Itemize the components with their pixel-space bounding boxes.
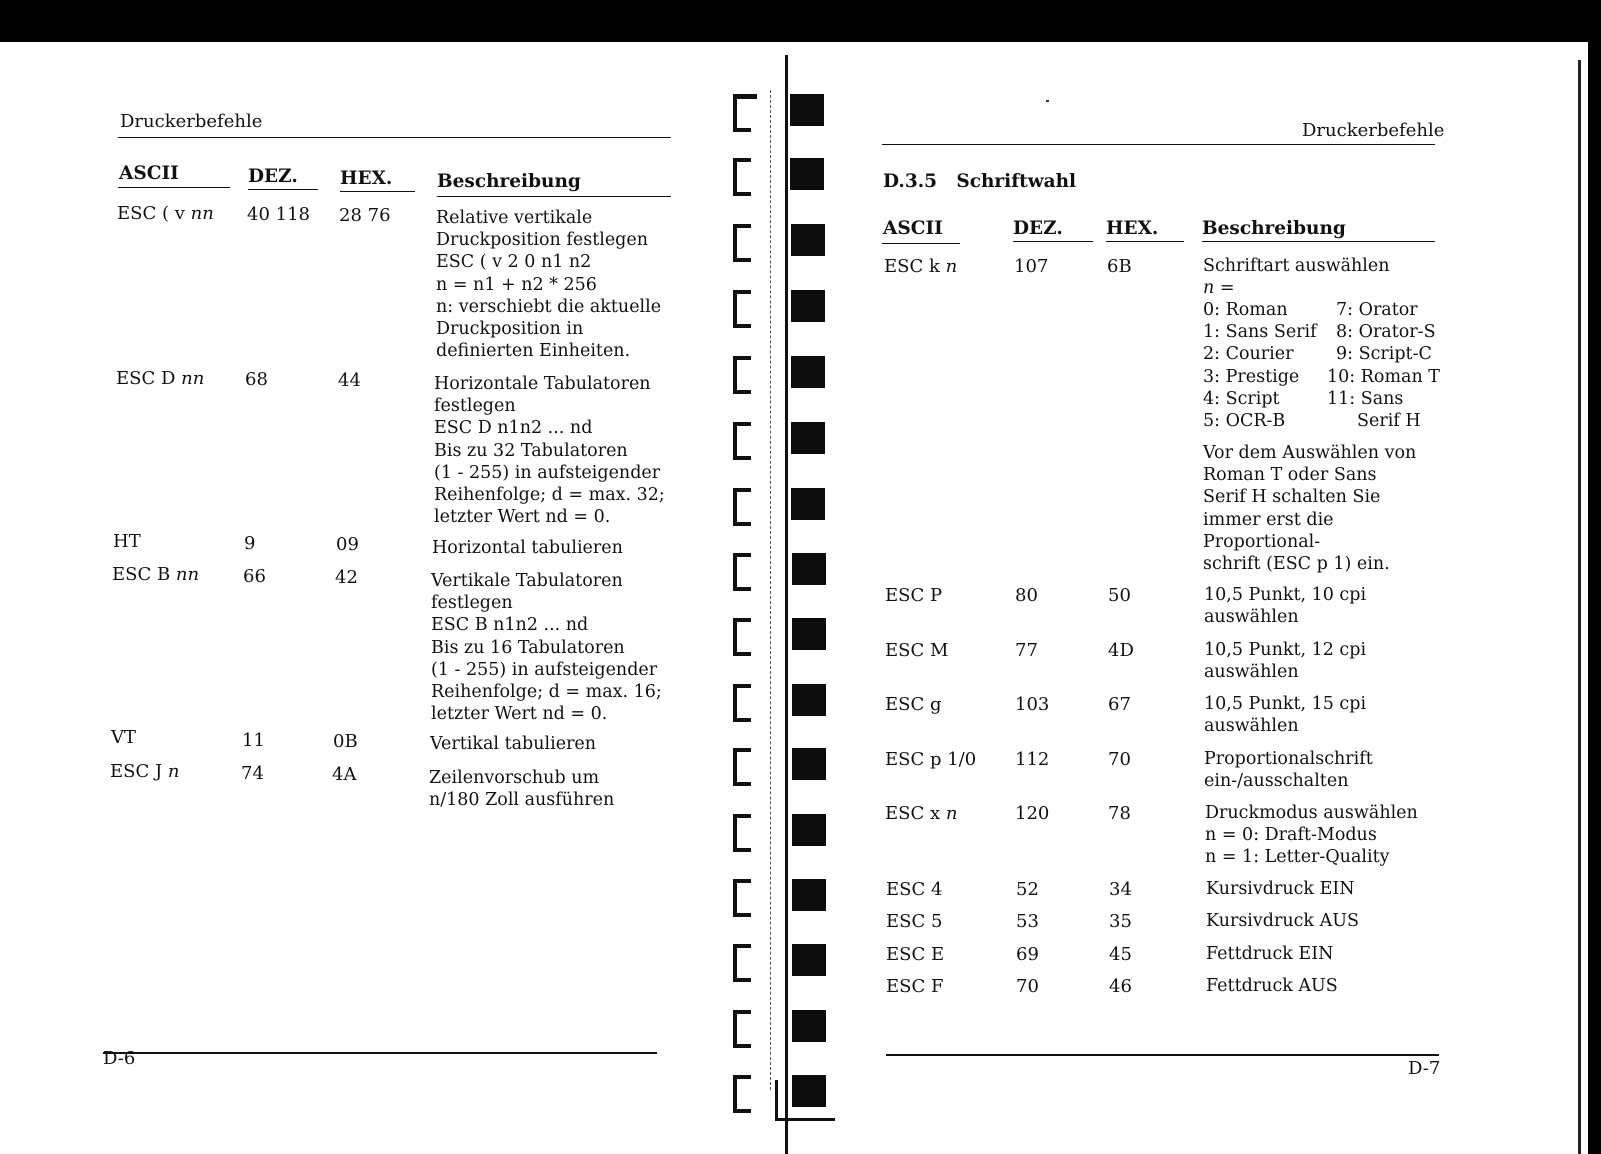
binding-bottom-hook	[775, 1118, 835, 1121]
left-footer-rule	[103, 1052, 657, 1054]
scan-right-border	[1588, 42, 1601, 1154]
binding-loop	[733, 422, 751, 460]
desc-cell: Proportionalschrift ein-/ausschalten	[1204, 749, 1373, 792]
left-col-dez: DEZ.	[248, 166, 298, 187]
hex-cell: 46	[1109, 976, 1132, 997]
dez-cell: 52	[1016, 879, 1039, 900]
binding-loop	[733, 1075, 751, 1113]
dez-cell: 103	[1015, 694, 1050, 715]
ascii-cell: HT	[113, 531, 141, 552]
right-col-dez-rule	[1013, 241, 1093, 242]
hex-cell: 45	[1109, 944, 1132, 965]
left-col-desc-rule	[437, 196, 671, 197]
dez-cell: 80	[1015, 585, 1038, 606]
list-item: 3: Prestige	[1203, 366, 1300, 387]
ascii-cell: ESC x n	[885, 803, 958, 824]
left-col-ascii-rule	[118, 187, 230, 188]
hex-cell: 0B	[333, 731, 358, 752]
binding-clip	[792, 618, 826, 650]
ascii-cell: ESC P	[885, 585, 943, 606]
ascii-cell: ESC ( v nn	[117, 203, 214, 224]
binding-clip	[792, 684, 826, 716]
hex-cell: 78	[1108, 803, 1131, 824]
binding-loop	[733, 814, 751, 852]
desc-cell: Horizontale Tabulatoren festlegen ESC D n1n2 ... nd Bis zu 32 Tabulatoren (1 - 255) in aufsteigender Reihenfolge; d = max. 32; letzter Wert nd = 0.	[434, 374, 665, 528]
right-col-beschreibung: Beschreibung	[1202, 218, 1346, 239]
right-footer-rule	[886, 1054, 1439, 1056]
ascii-cell: ESC k n	[884, 256, 958, 277]
desc-cell: Schriftart auswählen n =	[1203, 256, 1390, 299]
dez-cell: 107	[1014, 256, 1049, 277]
list-item: 7: Orator	[1336, 300, 1418, 320]
spine-dash-line	[770, 90, 771, 1090]
dez-cell: 70	[1016, 976, 1039, 997]
left-col-beschreibung: Beschreibung	[437, 171, 581, 192]
binding-clip	[790, 94, 824, 126]
binding-clip	[792, 814, 826, 846]
desc-cell: Vertikale Tabulatoren festlegen ESC B n1n2 ... nd Bis zu 16 Tabulatoren (1 - 255) in aufsteigender Reihenfolge; d = max. 16; letzter Wert nd = 0.	[431, 571, 662, 725]
dez-cell: 74	[241, 763, 264, 784]
hex-cell: 70	[1108, 749, 1131, 770]
dez-cell: 9	[244, 533, 256, 554]
binding-loop	[733, 158, 751, 196]
binding-loop	[733, 356, 751, 394]
scan-top-border	[0, 0, 1601, 42]
desc-cell: Kursivdruck AUS	[1206, 911, 1359, 931]
left-page-number: D-6	[103, 1048, 136, 1069]
binding-loop	[733, 553, 751, 591]
dez-cell: 40 118	[247, 204, 310, 225]
hex-cell: 67	[1108, 694, 1131, 715]
ascii-cell: VT	[111, 727, 137, 748]
dez-cell: 53	[1016, 911, 1039, 932]
ascii-cell: ESC E	[886, 944, 945, 965]
desc-cell: Fettdruck AUS	[1206, 976, 1338, 996]
binding-clip	[792, 1075, 826, 1107]
left-header-rule	[118, 137, 671, 138]
desc-cell: Vertikal tabulieren	[430, 734, 597, 754]
binding-loop	[733, 94, 751, 132]
left-col-hex: HEX.	[340, 168, 393, 189]
list-item: 9: Script-C	[1336, 344, 1432, 365]
dez-cell: 120	[1015, 803, 1050, 824]
hex-cell: 09	[336, 534, 359, 555]
ascii-cell: ESC g	[885, 694, 942, 715]
font-list-right	[1327, 299, 1440, 432]
dez-cell: 77	[1015, 640, 1038, 661]
ascii-cell: ESC D nn	[116, 368, 205, 389]
list-item: 10: Roman T	[1327, 366, 1440, 387]
binding-clip	[792, 1010, 826, 1042]
dez-cell: 112	[1015, 749, 1050, 770]
hex-cell: 4A	[332, 764, 357, 785]
ascii-cell: ESC 5	[886, 911, 943, 932]
binding-clip	[792, 553, 826, 585]
section-heading: D.3.5 Schriftwahl	[883, 171, 1077, 192]
ascii-cell: ESC 4	[886, 879, 943, 900]
dez-cell: 69	[1016, 944, 1039, 965]
binding-clip	[791, 290, 825, 322]
dez-cell: 11	[242, 730, 265, 751]
binding-clip	[791, 224, 825, 256]
list-item: 5: OCR-B	[1203, 411, 1286, 432]
desc-cell: Horizontal tabulieren	[432, 538, 623, 558]
desc-cell: Relative vertikale Druckposition festlegen ESC ( v 2 0 n1 n2 n = n1 + n2 * 256 n: verschiebt die aktuelle Druckposition in definierten Einheiten.	[436, 208, 662, 362]
ascii-cell: ESC J n	[110, 761, 180, 782]
spine-line	[785, 55, 788, 1154]
binding-loop	[733, 684, 751, 722]
binding-loop	[733, 290, 751, 328]
binding-loop	[733, 488, 751, 526]
list-item: 8: Orator-S	[1336, 322, 1436, 343]
binding-clip	[792, 748, 826, 780]
right-page-number: D-7	[1408, 1058, 1441, 1079]
dez-cell: 66	[243, 566, 266, 587]
left-running-header: Druckerbefehle	[120, 111, 263, 132]
list-item: 11: Sans	[1327, 388, 1404, 409]
desc-cell: 10,5 Punkt, 15 cpi auswählen	[1204, 694, 1367, 737]
binding-clip	[791, 356, 825, 388]
ascii-cell: ESC F	[886, 976, 944, 997]
right-col-ascii-rule	[882, 243, 960, 244]
hex-cell: 4D	[1108, 640, 1134, 661]
font-list-left	[1203, 299, 1317, 432]
ascii-cell: ESC M	[885, 640, 949, 661]
binding-clip	[791, 488, 825, 520]
binding-loop	[733, 944, 751, 982]
right-col-dez: DEZ.	[1013, 218, 1063, 239]
binding-clip	[791, 422, 825, 454]
binding-loop	[733, 618, 751, 656]
list-item: 4: Script	[1203, 388, 1280, 409]
binding-loop	[733, 748, 751, 786]
list-item: 2: Courier	[1203, 344, 1294, 365]
desc-cell: Druckmodus auswählen n = 0: Draft-Modus n = 1: Letter-Quality	[1205, 803, 1418, 868]
left-col-hex-rule	[340, 191, 415, 192]
font-note: Vor dem Auswählen von Roman T oder Sans Serif H schalten Sie immer erst die Proportional- schrift (ESC p 1) ein.	[1203, 443, 1417, 575]
scan-speck	[1046, 100, 1049, 102]
ascii-cell: ESC p 1/0	[885, 749, 977, 770]
right-col-desc-rule	[1202, 241, 1435, 242]
hex-cell: 44	[338, 370, 361, 391]
hex-cell: 42	[335, 567, 358, 588]
list-item: 0: Roman	[1203, 300, 1288, 320]
hex-cell: 34	[1109, 879, 1132, 900]
left-col-dez-rule	[248, 189, 318, 190]
dez-cell: 68	[245, 369, 268, 390]
binding-loop	[733, 1010, 751, 1048]
binding-loop	[733, 224, 751, 262]
binding-loop	[733, 879, 751, 917]
right-col-hex-rule	[1106, 241, 1184, 242]
binding-loop-bar	[735, 94, 757, 99]
hex-cell: 28 76	[339, 205, 391, 226]
hex-cell: 35	[1109, 911, 1132, 932]
desc-cell: Zeilenvorschub um n/180 Zoll ausführen	[429, 768, 615, 811]
hex-cell: 6B	[1107, 256, 1132, 277]
ascii-cell: ESC B nn	[112, 564, 200, 585]
binding-bottom-hook-vertical	[775, 1080, 778, 1120]
hex-cell: 50	[1108, 585, 1131, 606]
right-col-ascii: ASCII	[883, 218, 943, 239]
binding-clip	[792, 944, 826, 976]
left-col-ascii: ASCII	[119, 163, 179, 184]
binding-clip	[790, 158, 824, 190]
desc-cell: Fettdruck EIN	[1206, 944, 1334, 964]
list-item: 1: Sans Serif	[1203, 322, 1317, 343]
desc-cell: Kursivdruck EIN	[1206, 879, 1355, 899]
desc-cell: 10,5 Punkt, 12 cpi auswählen	[1204, 640, 1367, 683]
desc-cell: 10,5 Punkt, 10 cpi auswählen	[1204, 585, 1367, 628]
right-running-header: Druckerbefehle	[1302, 120, 1445, 141]
right-header-rule	[882, 144, 1435, 145]
scan-right-edge-line	[1578, 60, 1581, 1154]
list-item: Serif H	[1357, 411, 1421, 432]
right-col-hex: HEX.	[1106, 218, 1159, 239]
binding-clip	[792, 879, 826, 911]
